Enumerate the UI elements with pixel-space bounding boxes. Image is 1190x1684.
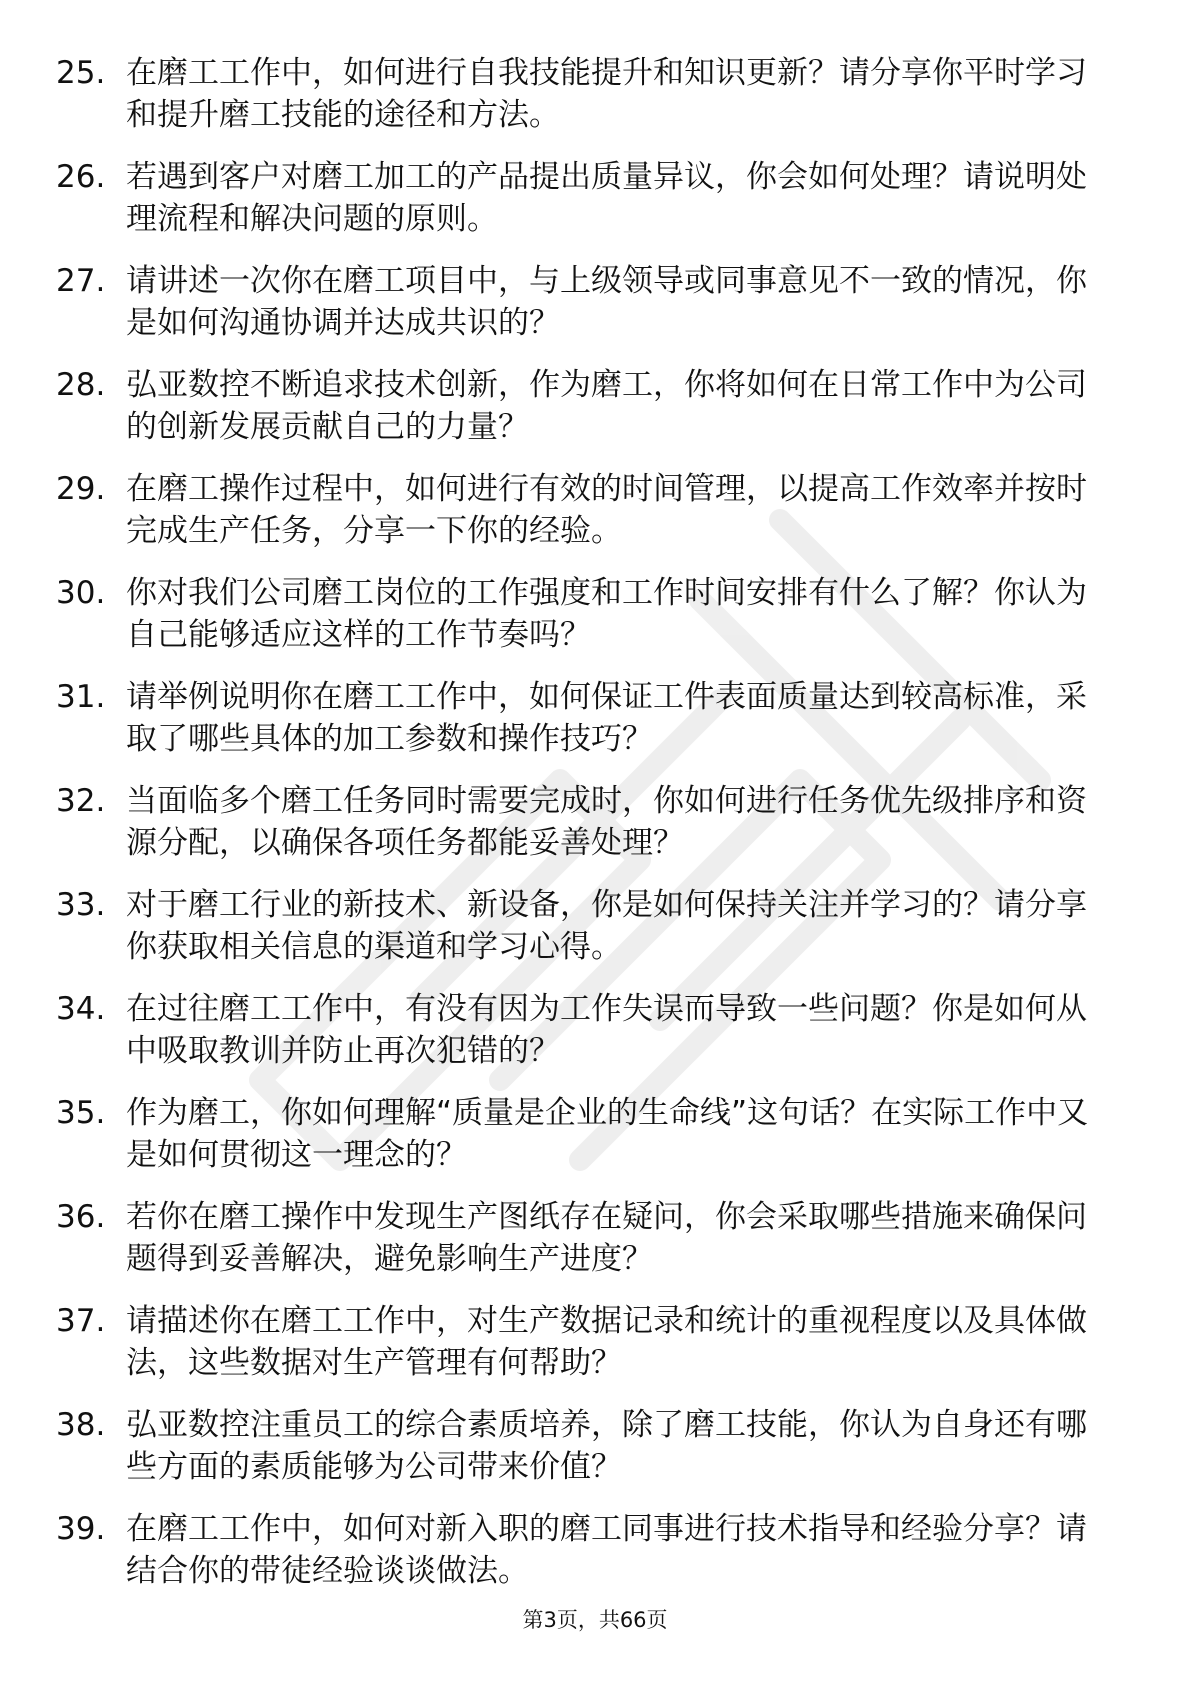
question-text: 请举例说明你在磨工工作中，如何保证工件表面质量达到较高标准，采取了哪些具体的加工参数和操作技巧？ xyxy=(126,679,1087,757)
question-number: 26. xyxy=(56,159,106,195)
question-number: 25. xyxy=(56,55,106,91)
question-item xyxy=(56,1092,1116,1196)
question-text: 在磨工工作中，如何进行自我技能提升和知识更新？请分享你平时学习和提升磨工技能的途径和方法。 xyxy=(126,55,1087,133)
question-list xyxy=(56,52,1116,1612)
question-number: 38. xyxy=(56,1407,106,1443)
question-number: 34. xyxy=(56,991,106,1027)
question-item xyxy=(56,52,1116,156)
question-item xyxy=(56,468,1116,572)
question-item xyxy=(56,1300,1116,1404)
question-number: 33. xyxy=(56,887,106,923)
question-text: 请讲述一次你在磨工项目中，与上级领导或同事意见不一致的情况，你是如何沟通协调并达成共识的？ xyxy=(126,263,1087,341)
question-number: 35. xyxy=(56,1095,106,1131)
question-text: 当面临多个磨工任务同时需要完成时，你如何进行任务优先级排序和资源分配，以确保各项任务都能妥善处理？ xyxy=(126,783,1087,861)
question-text: 弘亚数控不断追求技术创新，作为磨工，你将如何在日常工作中为公司的创新发展贡献自己的力量？ xyxy=(126,367,1087,445)
question-text: 在磨工操作过程中，如何进行有效的时间管理，以提高工作效率并按时完成生产任务，分享一下你的经验。 xyxy=(126,471,1087,549)
question-text: 若遇到客户对磨工加工的产品提出质量异议，你会如何处理？请说明处理流程和解决问题的原则。 xyxy=(126,159,1087,237)
question-text: 弘亚数控注重员工的综合素质培养，除了磨工技能，你认为自身还有哪些方面的素质能够为公司带来价值？ xyxy=(126,1407,1087,1485)
question-number: 27. xyxy=(56,263,106,299)
question-number: 30. xyxy=(56,575,106,611)
question-text: 在磨工工作中，如何对新入职的磨工同事进行技术指导和经验分享？请结合你的带徒经验谈谈做法。 xyxy=(126,1511,1087,1589)
question-item xyxy=(56,260,1116,364)
question-item xyxy=(56,1196,1116,1300)
question-item xyxy=(56,364,1116,468)
question-number: 28. xyxy=(56,367,106,403)
question-item xyxy=(56,156,1116,260)
question-text: 你对我们公司磨工岗位的工作强度和工作时间安排有什么了解？你认为自己能够适应这样的工作节奏吗？ xyxy=(126,575,1087,653)
page-footer xyxy=(0,1606,1190,1634)
question-text: 若你在磨工操作中发现生产图纸存在疑问，你会采取哪些措施来确保问题得到妥善解决，避免影响生产进度？ xyxy=(126,1199,1087,1277)
question-number: 29. xyxy=(56,471,106,507)
question-item xyxy=(56,1404,1116,1508)
question-number: 32. xyxy=(56,783,106,819)
question-number: 39. xyxy=(56,1511,106,1547)
question-text: 在过往磨工工作中，有没有因为工作失误而导致一些问题？你是如何从中吸取教训并防止再次犯错的？ xyxy=(126,991,1087,1069)
question-text: 作为磨工，你如何理解“质量是企业的生命线”这句话？在实际工作中又是如何贯彻这一理念的？ xyxy=(126,1095,1089,1173)
question-text: 对于磨工行业的新技术、新设备，你是如何保持关注并学习的？请分享你获取相关信息的渠道和学习心得。 xyxy=(126,887,1087,965)
question-number: 37. xyxy=(56,1303,106,1339)
question-item xyxy=(56,676,1116,780)
page-number-label: 第3页，共66页 xyxy=(522,1608,668,1632)
question-number: 36. xyxy=(56,1199,106,1235)
question-text: 请描述你在磨工工作中，对生产数据记录和统计的重视程度以及具体做法，这些数据对生产管理有何帮助？ xyxy=(126,1303,1087,1381)
question-item xyxy=(56,572,1116,676)
question-item xyxy=(56,988,1116,1092)
question-item xyxy=(56,1508,1116,1612)
question-item xyxy=(56,884,1116,988)
question-number: 31. xyxy=(56,679,106,715)
question-item xyxy=(56,780,1116,884)
